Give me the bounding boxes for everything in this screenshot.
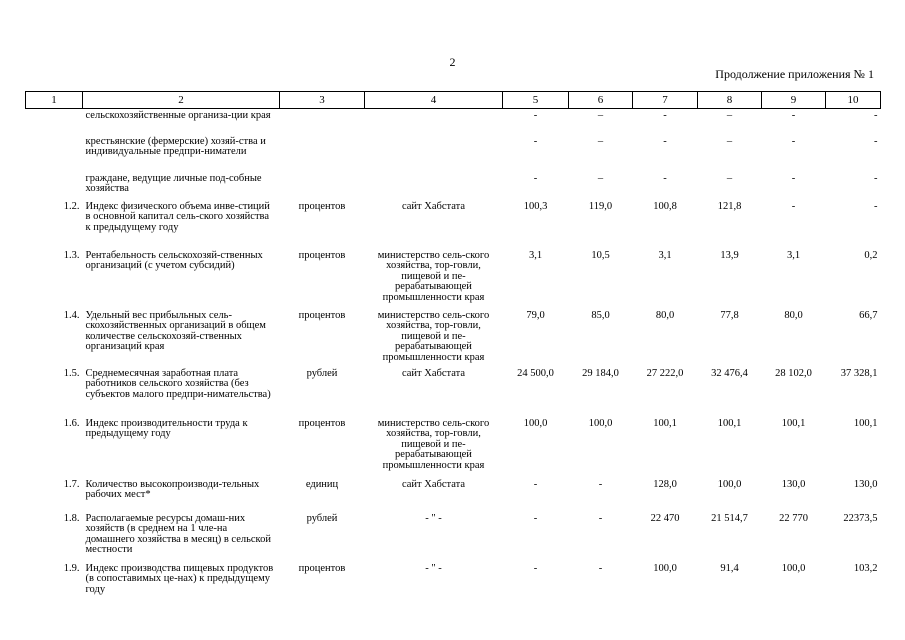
value-cell: - — [533, 135, 538, 147]
unit-cell: процентов — [298, 417, 346, 429]
row-number: 1.2. — [63, 200, 80, 212]
value-cell: 10,5 — [591, 249, 610, 261]
value-cell: - — [663, 172, 667, 184]
col-header: 4 — [365, 92, 503, 109]
indicator-name: Индекс физического объема инве-стиций в основной капитал сель-ского хозяйства к предыдущему году — [85, 200, 270, 233]
indicators-table — [25, 91, 881, 602]
indicator-name: Рентабельность сельскохозяй-ственных организаций (с учетом субсидий) — [85, 249, 263, 271]
value-cell: - — [598, 562, 603, 574]
indicator-name: Количество высокопроизводи-тельных рабочих мест* — [85, 478, 260, 500]
indicator-name: Индекс производительности труда к предыдущему году — [85, 417, 248, 439]
value-cell: 3,1 — [528, 249, 543, 261]
col-header: 1 — [26, 92, 83, 109]
value-cell: - — [663, 135, 667, 147]
value-cell: - — [791, 110, 796, 121]
value-cell: 130,0 — [853, 478, 878, 490]
source-cell: сайт Хабстата — [401, 367, 465, 379]
source-cell: министерство сель-ского хозяйства, тор-говли, пищевой и пе-рерабатывающей промышленности края — [377, 309, 490, 363]
row-number — [26, 172, 83, 200]
value-cell: 0,2 — [864, 249, 878, 261]
value-cell: 22373,5 — [843, 512, 878, 524]
table-row — [26, 417, 881, 478]
indicator-name: Располагаемые ресурсы домаш-них хозяйств (в среднем на 1 чле-на домашнего хозяйства в месяц) в сельской местности — [85, 512, 271, 555]
table-row — [26, 512, 881, 562]
source-cell: сайт Хабстата — [401, 478, 465, 490]
value-cell: 13,9 — [720, 249, 739, 261]
value-cell: 27 222,0 — [646, 367, 684, 379]
unit-cell — [280, 135, 365, 172]
row-number: 1.5. — [63, 367, 80, 379]
source-cell: министерство сель-ского хозяйства, тор-говли, пищевой и пе-рерабатывающей промышленности края — [377, 249, 490, 303]
value-cell: – — [726, 172, 733, 184]
value-cell: 100,3 — [523, 200, 548, 212]
row-number: 1.4. — [63, 309, 80, 321]
col-header: 6 — [569, 92, 633, 109]
value-cell: 32 476,4 — [711, 367, 748, 379]
value-cell: – — [597, 110, 604, 121]
unit-cell: единиц — [305, 478, 339, 490]
indicator-name: Среднемесячная заработная плата работников сельского хозяйства (без субъектов малого предпри-нимательства) — [85, 367, 271, 400]
value-cell: 29 184,0 — [582, 367, 619, 379]
value-cell: 79,0 — [526, 309, 545, 321]
unit-cell: процентов — [298, 200, 346, 212]
value-cell: 22 770 — [779, 512, 808, 524]
table-row — [26, 172, 881, 200]
value-cell: - — [791, 172, 796, 184]
value-cell: – — [597, 172, 604, 184]
row-number — [26, 109, 83, 135]
unit-cell — [280, 172, 365, 200]
indicator-name: граждане, ведущие личные под-собные хозяйства — [85, 172, 262, 194]
value-cell: 130,0 — [781, 478, 806, 490]
continuation-caption: Продолжение приложения № 1 — [715, 67, 874, 81]
value-cell: 24 500,0 — [517, 367, 554, 379]
row-number: 1.6. — [63, 417, 80, 429]
indicator-name: крестьянские (фермерские) хозяй-ства и индивидуальные предпри-ниматели — [85, 135, 266, 157]
value-cell: - — [874, 110, 878, 121]
unit-cell: рублей — [306, 512, 338, 524]
value-cell: - — [533, 110, 538, 121]
value-cell: - — [598, 478, 603, 490]
value-cell: 21 514,7 — [711, 512, 748, 524]
value-cell: 100,1 — [717, 417, 742, 429]
value-cell: 28 102,0 — [775, 367, 812, 379]
value-cell: 80,0 — [784, 309, 803, 321]
source-cell: министерство сель-ского хозяйства, тор-говли, пищевой и пе-рерабатывающей промышленности края — [377, 417, 490, 471]
value-cell: – — [726, 135, 733, 147]
value-cell: - — [874, 172, 878, 184]
row-number: 1.9. — [63, 562, 80, 574]
unit-cell: процентов — [298, 309, 346, 321]
table-row — [26, 367, 881, 417]
indicator-name: Удельный вес прибыльных сель-скохозяйственных организаций в общем количестве сельскохозяй-ственных организаций края — [85, 309, 266, 352]
col-header: 2 — [83, 92, 280, 109]
table-row — [26, 249, 881, 309]
value-cell: - — [533, 562, 538, 574]
value-cell: 91,4 — [720, 562, 739, 574]
value-cell: - — [598, 512, 603, 524]
header-row — [26, 92, 881, 109]
value-cell: 85,0 — [591, 309, 610, 321]
unit-cell: процентов — [298, 562, 346, 574]
value-cell: 100,1 — [653, 417, 677, 429]
value-cell: - — [533, 172, 538, 184]
value-cell: 128,0 — [653, 478, 677, 490]
col-header: 10 — [826, 92, 881, 109]
value-cell: 3,1 — [786, 249, 801, 261]
value-cell: 100,0 — [653, 562, 677, 574]
source-cell: - " - — [425, 512, 442, 524]
source-cell: сайт Хабстата — [401, 200, 465, 212]
value-cell: 80,0 — [655, 309, 675, 321]
table-row — [26, 309, 881, 367]
value-cell: 100,1 — [853, 417, 878, 429]
row-number: 1.7. — [63, 478, 80, 490]
source-cell — [365, 109, 503, 135]
value-cell: 77,8 — [720, 309, 739, 321]
value-cell: - — [791, 200, 796, 212]
value-cell: 100,8 — [653, 200, 677, 212]
indicator-name: сельскохозяйственные организа-ции края — [85, 110, 271, 121]
table-row — [26, 562, 881, 602]
value-cell: - — [533, 478, 538, 490]
value-cell: - — [791, 135, 796, 147]
value-cell: 22 470 — [650, 512, 680, 524]
value-cell: 121,8 — [717, 200, 742, 212]
row-number: 1.3. — [63, 249, 80, 261]
value-cell: 100,0 — [717, 478, 742, 490]
value-cell: 103,2 — [853, 562, 878, 574]
table-row — [26, 109, 881, 135]
table-row — [26, 135, 881, 172]
col-header: 3 — [280, 92, 365, 109]
value-cell: – — [726, 110, 733, 121]
source-cell — [365, 172, 503, 200]
value-cell: 100,1 — [781, 417, 806, 429]
value-cell: 66,7 — [859, 309, 878, 321]
value-cell: - — [533, 512, 538, 524]
page-number: 2 — [449, 55, 456, 69]
value-cell: 3,1 — [658, 249, 672, 261]
unit-cell: рублей — [306, 367, 338, 379]
value-cell: 100,0 — [781, 562, 806, 574]
value-cell: 100,0 — [523, 417, 548, 429]
unit-cell: процентов — [298, 249, 346, 261]
source-cell — [365, 135, 503, 172]
col-header: 9 — [762, 92, 826, 109]
col-header: 5 — [503, 92, 569, 109]
value-cell: – — [597, 135, 604, 147]
row-number — [26, 135, 83, 172]
source-cell: - " - — [425, 562, 442, 574]
value-cell: 119,0 — [588, 200, 613, 212]
unit-cell — [280, 109, 365, 135]
value-cell: 100,0 — [588, 417, 613, 429]
indicator-name: Индекс производства пищевых продуктов (в сопоставимых це-нах) к предыдущему году — [85, 562, 274, 595]
value-cell: - — [874, 135, 878, 147]
value-cell: - — [874, 200, 878, 212]
row-number: 1.8. — [63, 512, 80, 524]
value-cell: - — [663, 110, 667, 121]
col-header: 7 — [633, 92, 698, 109]
table-row — [26, 478, 881, 512]
value-cell: 37 328,1 — [840, 367, 878, 379]
col-header: 8 — [698, 92, 762, 109]
table-row — [26, 200, 881, 249]
